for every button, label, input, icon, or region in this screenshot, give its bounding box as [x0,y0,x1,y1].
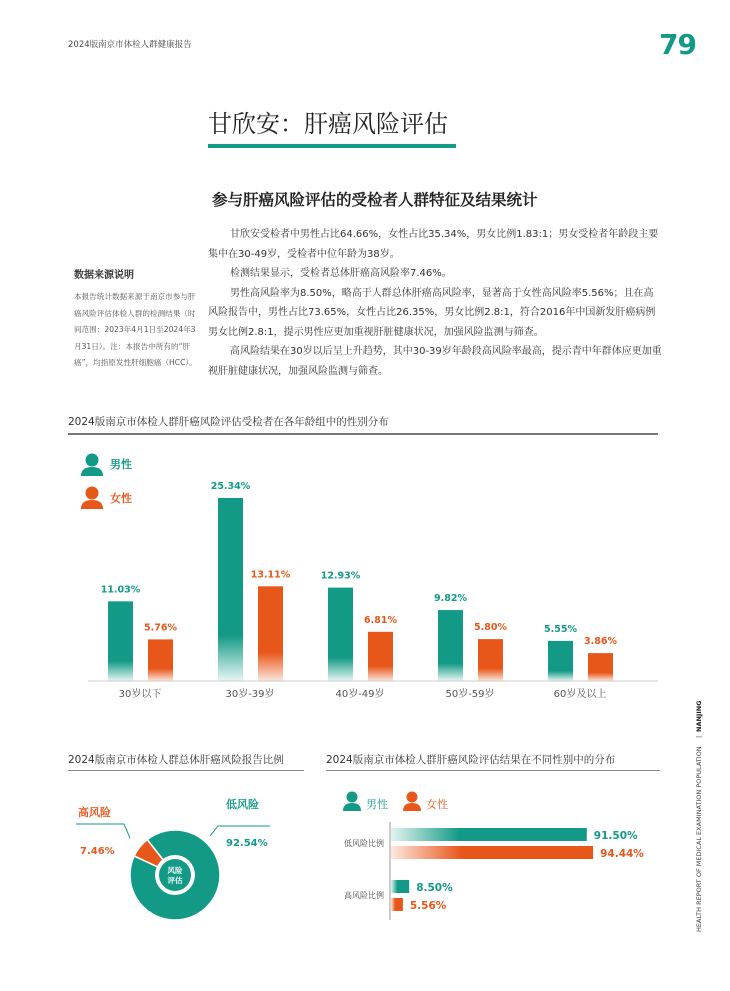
pie-chart-title: 2024版南京市体检人群总体肝癌风险报告比例 [68,754,284,766]
hbar-female [391,898,403,911]
bar-male [328,588,353,681]
report-header: 2024版南京市体检人群健康报告 [68,40,192,50]
male-person-icon [81,454,103,477]
age-chart-rule [68,433,658,435]
body-text [208,225,663,381]
page-number: 79 [659,28,696,61]
hbar-value-label: 91.50% [593,830,638,842]
bar-value-label: 5.55% [544,623,577,635]
category-label: 30岁以下 [118,689,162,700]
body-paragraph-3: 男性高风险率为8.50%，略高于人群总体肝癌高风险率，显著高于女性高风险率5.56%；且在高风险报告中，男性占比73.65%，女性占比26.35%，男女比例2.8:1，符合2016年中国新发肝癌病例男女比例2.8:1，提示男性应更加重视肝脏健康状况，加强风险监测与筛查。 [208,287,656,338]
high-risk-leader [76,824,130,838]
legend-male [81,454,132,477]
hbar-value-label: 5.56% [409,900,447,912]
high-risk-label: 高风险 [78,806,111,819]
hbar-male [391,828,587,841]
category-label: 50岁-59岁 [445,689,495,700]
bar-female [478,639,503,681]
side-text-city: NANJING [695,700,703,732]
age-chart-title: 2024版南京市体检人群肝癌风险评估受检者在各年龄组中的性别分布 [68,416,389,428]
bar-value-label: 25.34% [210,480,251,492]
body-paragraph-2: 检测结果显示，受检者总体肝癌高风险率7.46%。 [230,268,452,279]
legend-female-label-2: 女性 [426,798,448,811]
bar-female [588,653,613,681]
title-underline [208,144,456,148]
legend-male-label: 男性 [110,458,132,471]
high-risk-value: 7.46% [80,846,115,857]
category-label: 60岁及以上 [553,689,607,700]
gender-risk-bar-chart [326,780,666,930]
body-paragraph-4: 高风险结果在30岁以后呈上升趋势，其中30-39岁年龄段高风险率最高，提示青中年群体应更加重视肝脏健康状况，加强风险监测与筛查。 [208,346,662,377]
male-person-icon [343,792,361,812]
risk-donut-chart [68,780,308,940]
bar-male [108,601,133,681]
side-vertical-text [690,696,706,932]
female-person-icon [81,487,103,510]
age-gender-bar-chart [68,440,668,710]
center-label-2: 评估 [167,876,183,885]
pie-chart-rule [68,770,304,771]
bar-value-label: 6.81% [364,614,397,626]
category-label: 30岁-39岁 [225,689,275,700]
category-label: 低风险比例 [344,839,384,848]
hbar-female [391,846,593,859]
data-source-heading: 数据来源说明 [74,270,134,281]
legend-female-2 [403,792,448,812]
legend-male-2 [343,792,388,812]
bar-value-label: 5.76% [144,622,177,634]
section-subtitle: 参与肝癌风险评估的受检者人群特征及结果统计 [212,191,538,209]
gender-risk-chart-title: 2024版南京市体检人群肝癌风险评估结果在不同性别中的分布 [326,754,616,766]
hbar-value-label: 8.50% [416,882,453,894]
gender-risk-chart-rule [326,770,660,771]
bar-value-label: 12.93% [320,570,361,582]
category-label: 高风险比例 [344,891,384,900]
bar-value-label: 13.11% [250,569,291,581]
bar-value-label: 3.86% [584,636,617,648]
side-text-main: HEALTH REPORT OF MEDICAL EXAMINATION POPULATION [695,746,703,932]
bar-male [438,610,463,681]
bar-male [548,641,573,681]
donut-center [159,859,191,891]
page-title: 甘欣安：肝癌风险评估 [208,110,448,138]
legend-female-label: 女性 [110,492,132,505]
low-risk-label: 低风险 [226,798,259,811]
side-text-sep: | [695,735,703,738]
female-person-icon [403,792,421,812]
bar-value-label: 11.03% [100,584,141,596]
bar-male [218,498,243,681]
data-source-text: 本报告统计数据来源于南京市参与肝癌风险评估体检人群的检测结果（时间范围：2023年4月1日至2024年3月31日）。注：本报告中所有的“肝癌”，均指原发性肝细胞癌（HCC）。 [74,292,197,367]
legend-female [81,487,132,510]
hbar-value-label: 94.44% [600,848,644,860]
low-risk-leader [210,826,270,836]
legend-male-label-2: 男性 [366,798,388,811]
bar-female [148,639,173,681]
body-paragraph-1: 甘欣安受检者中男性占比64.66%，女性占比35.34%，男女比例1.83:1；男女受检者年龄段主要集中在30-49岁，受检者中位年龄为38岁。 [208,229,659,260]
center-label-1: 风险 [167,866,183,875]
bar-female [258,586,283,681]
category-label: 40岁-49岁 [335,689,385,700]
hbar-male [391,880,409,893]
low-risk-value: 92.54% [226,838,268,849]
bar-female [368,632,393,681]
bar-value-label: 5.80% [474,622,507,634]
bar-value-label: 9.82% [434,593,467,605]
